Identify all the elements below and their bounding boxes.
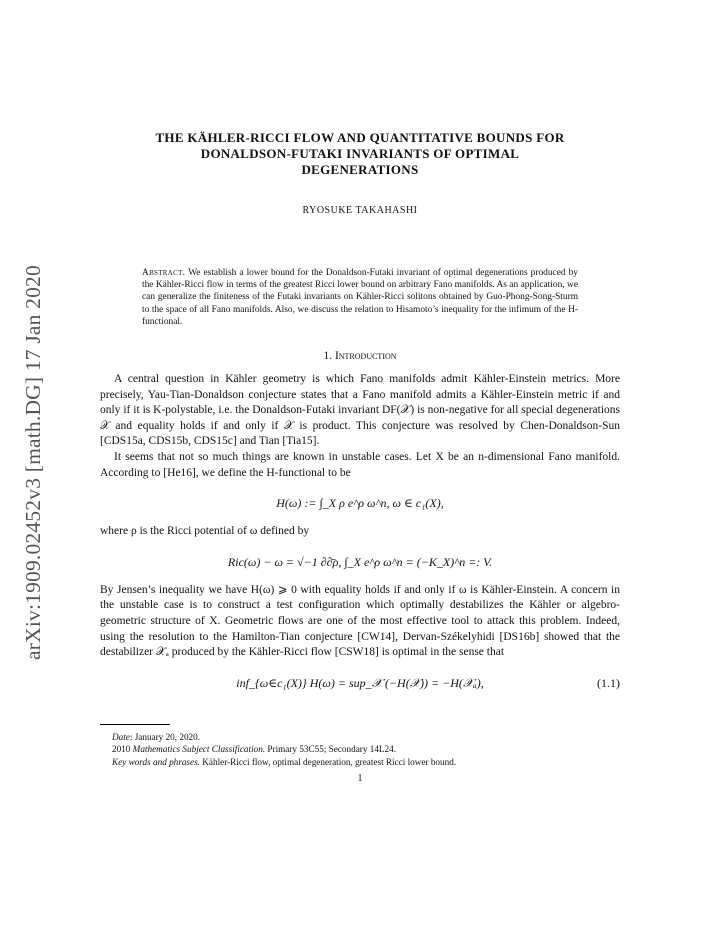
author-name: RYOSUKE TAKAHASHI	[302, 205, 418, 216]
section-number: 1.	[323, 350, 333, 363]
footnote-label: Date	[112, 731, 130, 742]
paragraph: A central question in Kähler geometry is which Fano manifolds admit Kähler-Einstein metrics. More precisely, Yau-Tian-Donaldson conjecture states that a Fano manifold admits a Kähler-Einstein metric if and only if it is K-polystable, i.e. the Donaldson-Futaki invariant DF(𝒳) is non-negative for all special degenerations 𝒳 and equality holds if and only if 𝒳 is product. This conjecture was resolved by Chen-Donaldson-Sun [CDS15a, CDS15b, CDS15c] and Tian [Tia15].	[100, 373, 620, 448]
equation-text: Ric(ω) − ω = √−1 ∂∂̄ρ, ∫_X e^ρ ω^n = (−K_X)^n =: V.	[227, 554, 493, 569]
footnote-label: Key words and phrases.	[112, 756, 200, 767]
title-line: DEGENERATIONS	[301, 162, 419, 177]
section-heading	[100, 350, 620, 362]
paper-page	[100, 130, 620, 784]
footnote-date	[100, 731, 620, 744]
equation-1-1	[100, 670, 620, 696]
footnote-value: Kähler-Ricci flow, optimal degeneration, greatest Ricci lower bound.	[199, 756, 457, 767]
section-title: Introduction	[334, 350, 397, 363]
paragraph: By Jensen’s inequality we have H(ω) ⩾ 0 with equality holds if and only if ω is Kähler-Einstein. A concern in the unstable case is to construct a test configuration which optimally destabilizes the Kähler or algebro-geometric structure of X. Geometric flows are one of the most effective tool to attack this problem. Indeed, using the resolution to the Hamilton-Tian conjecture [CW14], Dervan-Székelyhidi [DS16b] showed that the destabilizer 𝒳ₐ produced by the Kähler-Ricci flow [CSW18] is optimal in the sense that	[100, 583, 620, 659]
paragraph: It seems that not so much things are known in unstable cases. Let X be an n-dimensional Fano manifold. According to [He16], we define the H-functional to be	[100, 450, 620, 479]
title-line: DONALDSON-FUTAKI INVARIANTS OF OPTIMAL	[200, 146, 520, 161]
title-line: THE KÄHLER-RICCI FLOW AND QUANTITATIVE BOUNDS FOR	[155, 130, 565, 145]
page-number: 1	[357, 772, 363, 784]
arxiv-identifier: arXiv:1909.02452v3 [math.DG] 17 Jan 2020	[21, 265, 45, 660]
equation-text: H(ω) := ∫_X ρ e^ρ ω^n, ω ∈ c₁(X),	[276, 496, 444, 511]
footnote-value: : January 20, 2020.	[129, 731, 201, 742]
footnote-msc	[100, 743, 620, 756]
abstract-heading: Abstract.	[142, 268, 186, 278]
equation-ricci-potential	[100, 549, 620, 575]
footnote-keywords	[100, 756, 620, 769]
footnote-value: Primary 53C55; Secondary 14L24.	[265, 744, 397, 755]
abstract	[142, 267, 578, 328]
abstract-text: We establish a lower bound for the Donaldson-Futaki invariant of optimal degenerations produced by the Kähler-Ricci flow in terms of the greatest Ricci lower bound on arbitrary Fano manifolds. As an application, we can generalize the finiteness of the Futaki invariants on Kähler-Ricci solitons obtained by Guo-Phong-Song-Sturm to the space of all Fano manifolds. Also, we discuss the relation to Hisamoto’s inequality for the infimum of the H-functional.	[142, 268, 578, 327]
paper-title	[100, 130, 620, 178]
footnote-label: Mathematics Subject Classification.	[132, 744, 266, 755]
footnote-rule	[100, 724, 170, 725]
paragraph: where ρ is the Ricci potential of ω defined by	[100, 525, 310, 538]
footnote-prefix: 2010	[112, 744, 133, 755]
equation-text: inf_{ω∈c₁(X)} H(ω) = sup_𝒳 (−H(𝒳)) = −H(𝒳ₐ),	[236, 675, 484, 690]
equation-h-functional	[100, 490, 620, 516]
equation-number: (1.1)	[597, 675, 620, 690]
